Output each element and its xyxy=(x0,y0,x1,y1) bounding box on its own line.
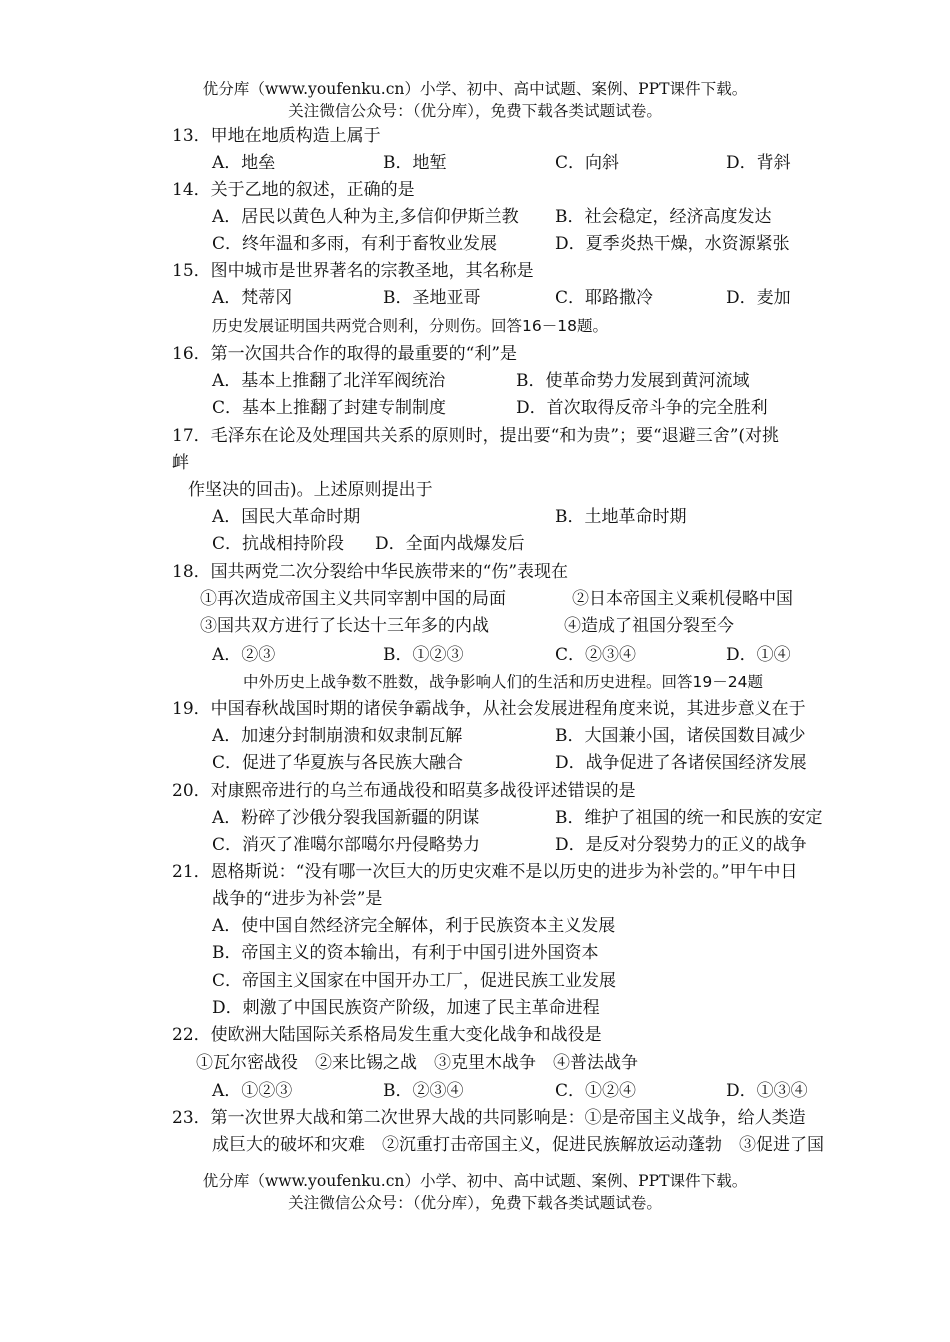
header-line-2: 关注微信公众号：（优分库），免费下载各类试题试卷。 xyxy=(288,102,662,120)
question-20-option-d: D．是反对分裂势力的正义的战争 xyxy=(555,835,807,855)
question-17-option-c: C．抗战相持阶段 xyxy=(212,534,345,554)
question-21-option-d: D．刺激了中国民族资产阶级，加速了民主革命进程 xyxy=(212,998,600,1018)
question-15-stem: 15．图中城市是世界著名的宗教圣地，其名称是 xyxy=(172,261,534,281)
question-18-option-d: D．①④ xyxy=(726,645,791,665)
question-16-stem: 16．第一次国共合作的取得的最重要的“利”是 xyxy=(172,344,518,364)
question-22-option-a: A．①②③ xyxy=(212,1081,293,1101)
question-17-stem-line-2: 衅 xyxy=(172,453,189,473)
question-20-option-c: C．消灭了准噶尔部噶尔丹侵略势力 xyxy=(212,835,481,855)
question-14-stem: 14．关于乙地的叙述，正确的是 xyxy=(172,180,415,200)
question-15-option-d: D．麦加 xyxy=(726,288,791,308)
question-20-option-a: A．粉碎了沙俄分裂我国新疆的阴谋 xyxy=(212,808,480,828)
section-intro-19-24: 中外历史上战争数不胜数，战争影响人们的生活和历史进程。回答19－24题 xyxy=(243,673,763,691)
question-13-option-a: A．地垒 xyxy=(212,153,276,173)
question-15-option-c: C．耶路撒冷 xyxy=(555,288,654,308)
question-14-option-d: D．夏季炎热干燥，水资源紧张 xyxy=(555,234,790,254)
question-16-option-c: C．基本上推翻了封建专制制度 xyxy=(212,398,447,418)
question-22-stem: 22．使欧洲大陆国际关系格局发生重大变化战争和战役是 xyxy=(172,1025,602,1045)
question-18-statement-4: ④造成了祖国分裂至今 xyxy=(564,616,734,636)
question-18-option-c: C．②③④ xyxy=(555,645,637,665)
question-18-option-b: B．①②③ xyxy=(383,645,464,665)
question-22-option-b: B．②③④ xyxy=(383,1081,464,1101)
question-21-option-c: C．帝国主义国家在中国开办工厂，促进民族工业发展 xyxy=(212,971,617,991)
question-16-option-b: B．使革命势力发展到黄河流域 xyxy=(516,371,750,391)
section-intro-16-18: 历史发展证明国共两党合则利，分则伤。回答16－18题。 xyxy=(212,317,608,335)
question-21-option-a: A．使中国自然经济完全解体，利于民族资本主义发展 xyxy=(212,916,616,936)
footer-line-1: 优分库（www.youfenku.cn）小学、初中、高中试题、案例、PPT课件下载。 xyxy=(202,1172,748,1190)
header-line-1: 优分库（www.youfenku.cn）小学、初中、高中试题、案例、PPT课件下载。 xyxy=(202,80,748,98)
question-14-option-c: C．终年温和多雨，有利于畜牧业发展 xyxy=(212,234,498,254)
question-20-option-b: B．维护了祖国的统一和民族的安定 xyxy=(555,808,823,828)
question-14-option-b: B．社会稳定，经济高度发达 xyxy=(555,207,772,227)
question-16-option-d: D．首次取得反帝斗争的完全胜利 xyxy=(516,398,768,418)
question-15-option-a: A．梵蒂冈 xyxy=(212,288,293,308)
question-17-stem-line-3: 作坚决的回击)。上述原则提出于 xyxy=(188,480,433,500)
question-23-stem-line-2: 成巨大的破坏和灾难 ②沉重打击帝国主义，促进民族解放运动蓬勃 ③促进了国 xyxy=(212,1135,824,1155)
question-19-option-b: B．大国兼小国，诸侯国数目减少 xyxy=(555,726,806,746)
question-18-stem: 18．国共两党二次分裂给中华民族带来的“伤”表现在 xyxy=(172,562,569,582)
question-22-statements: ①瓦尔密战役 ②来比锡之战 ③克里木战争 ④普法战争 xyxy=(196,1053,638,1073)
question-13-stem: 13．甲地在地质构造上属于 xyxy=(172,126,381,146)
question-22-option-d: D．①③④ xyxy=(726,1081,808,1101)
question-13-option-d: D．背斜 xyxy=(726,153,791,173)
question-19-option-d: D．战争促进了各诸侯国经济发展 xyxy=(555,753,807,773)
question-17-option-a: A．国民大革命时期 xyxy=(212,507,361,527)
question-22-option-c: C．①②④ xyxy=(555,1081,637,1101)
question-17-option-d: D．全面内战爆发后 xyxy=(375,534,525,554)
question-13-option-b: B．地堑 xyxy=(383,153,447,173)
question-15-option-b: B．圣地亚哥 xyxy=(383,288,481,308)
question-16-option-a: A．基本上推翻了北洋军阀统治 xyxy=(212,371,446,391)
question-21-option-b: B．帝国主义的资本输出，有利于中国引进外国资本 xyxy=(212,943,599,963)
question-18-option-a: A．②③ xyxy=(212,645,276,665)
question-19-option-a: A．加速分封制崩溃和奴隶制瓦解 xyxy=(212,726,463,746)
question-23-stem-line-1: 23．第一次世界大战和第二次世界大战的共同影响是：①是帝国主义战争，给人类造 xyxy=(172,1108,806,1128)
question-14-option-a: A．居民以黄色人种为主,多信仰伊斯兰教 xyxy=(212,207,519,227)
question-13-option-c: C．向斜 xyxy=(555,153,620,173)
footer-line-2: 关注微信公众号：（优分库），免费下载各类试题试卷。 xyxy=(288,1194,662,1212)
question-17-option-b: B．土地革命时期 xyxy=(555,507,687,527)
question-18-statement-1: ①再次造成帝国主义共同宰割中国的局面 xyxy=(200,589,506,609)
question-19-option-c: C．促进了华夏族与各民族大融合 xyxy=(212,753,464,773)
question-21-stem-line-2: 战争的“进步为补尝”是 xyxy=(212,889,383,909)
question-18-statement-2: ②日本帝国主义乘机侵略中国 xyxy=(572,589,793,609)
question-20-stem: 20．对康熙帝进行的乌兰布通战役和昭莫多战役评述错误的是 xyxy=(172,781,636,801)
question-19-stem: 19．中国春秋战国时期的诸侯争霸战争，从社会发展进程角度来说，其进步意义在于 xyxy=(172,699,806,719)
question-17-stem-line-1: 17．毛泽东在论及处理国共关系的原则时，提出要“和为贵”；要“退避三舍”(对挑 xyxy=(172,426,780,446)
question-18-statement-3: ③国共双方进行了长达十三年多的内战 xyxy=(200,616,489,636)
question-21-stem-line-1: 21．恩格斯说：“没有哪一次巨大的历史灾难不是以历史的进步为补尝的。”甲午中日 xyxy=(172,862,798,882)
